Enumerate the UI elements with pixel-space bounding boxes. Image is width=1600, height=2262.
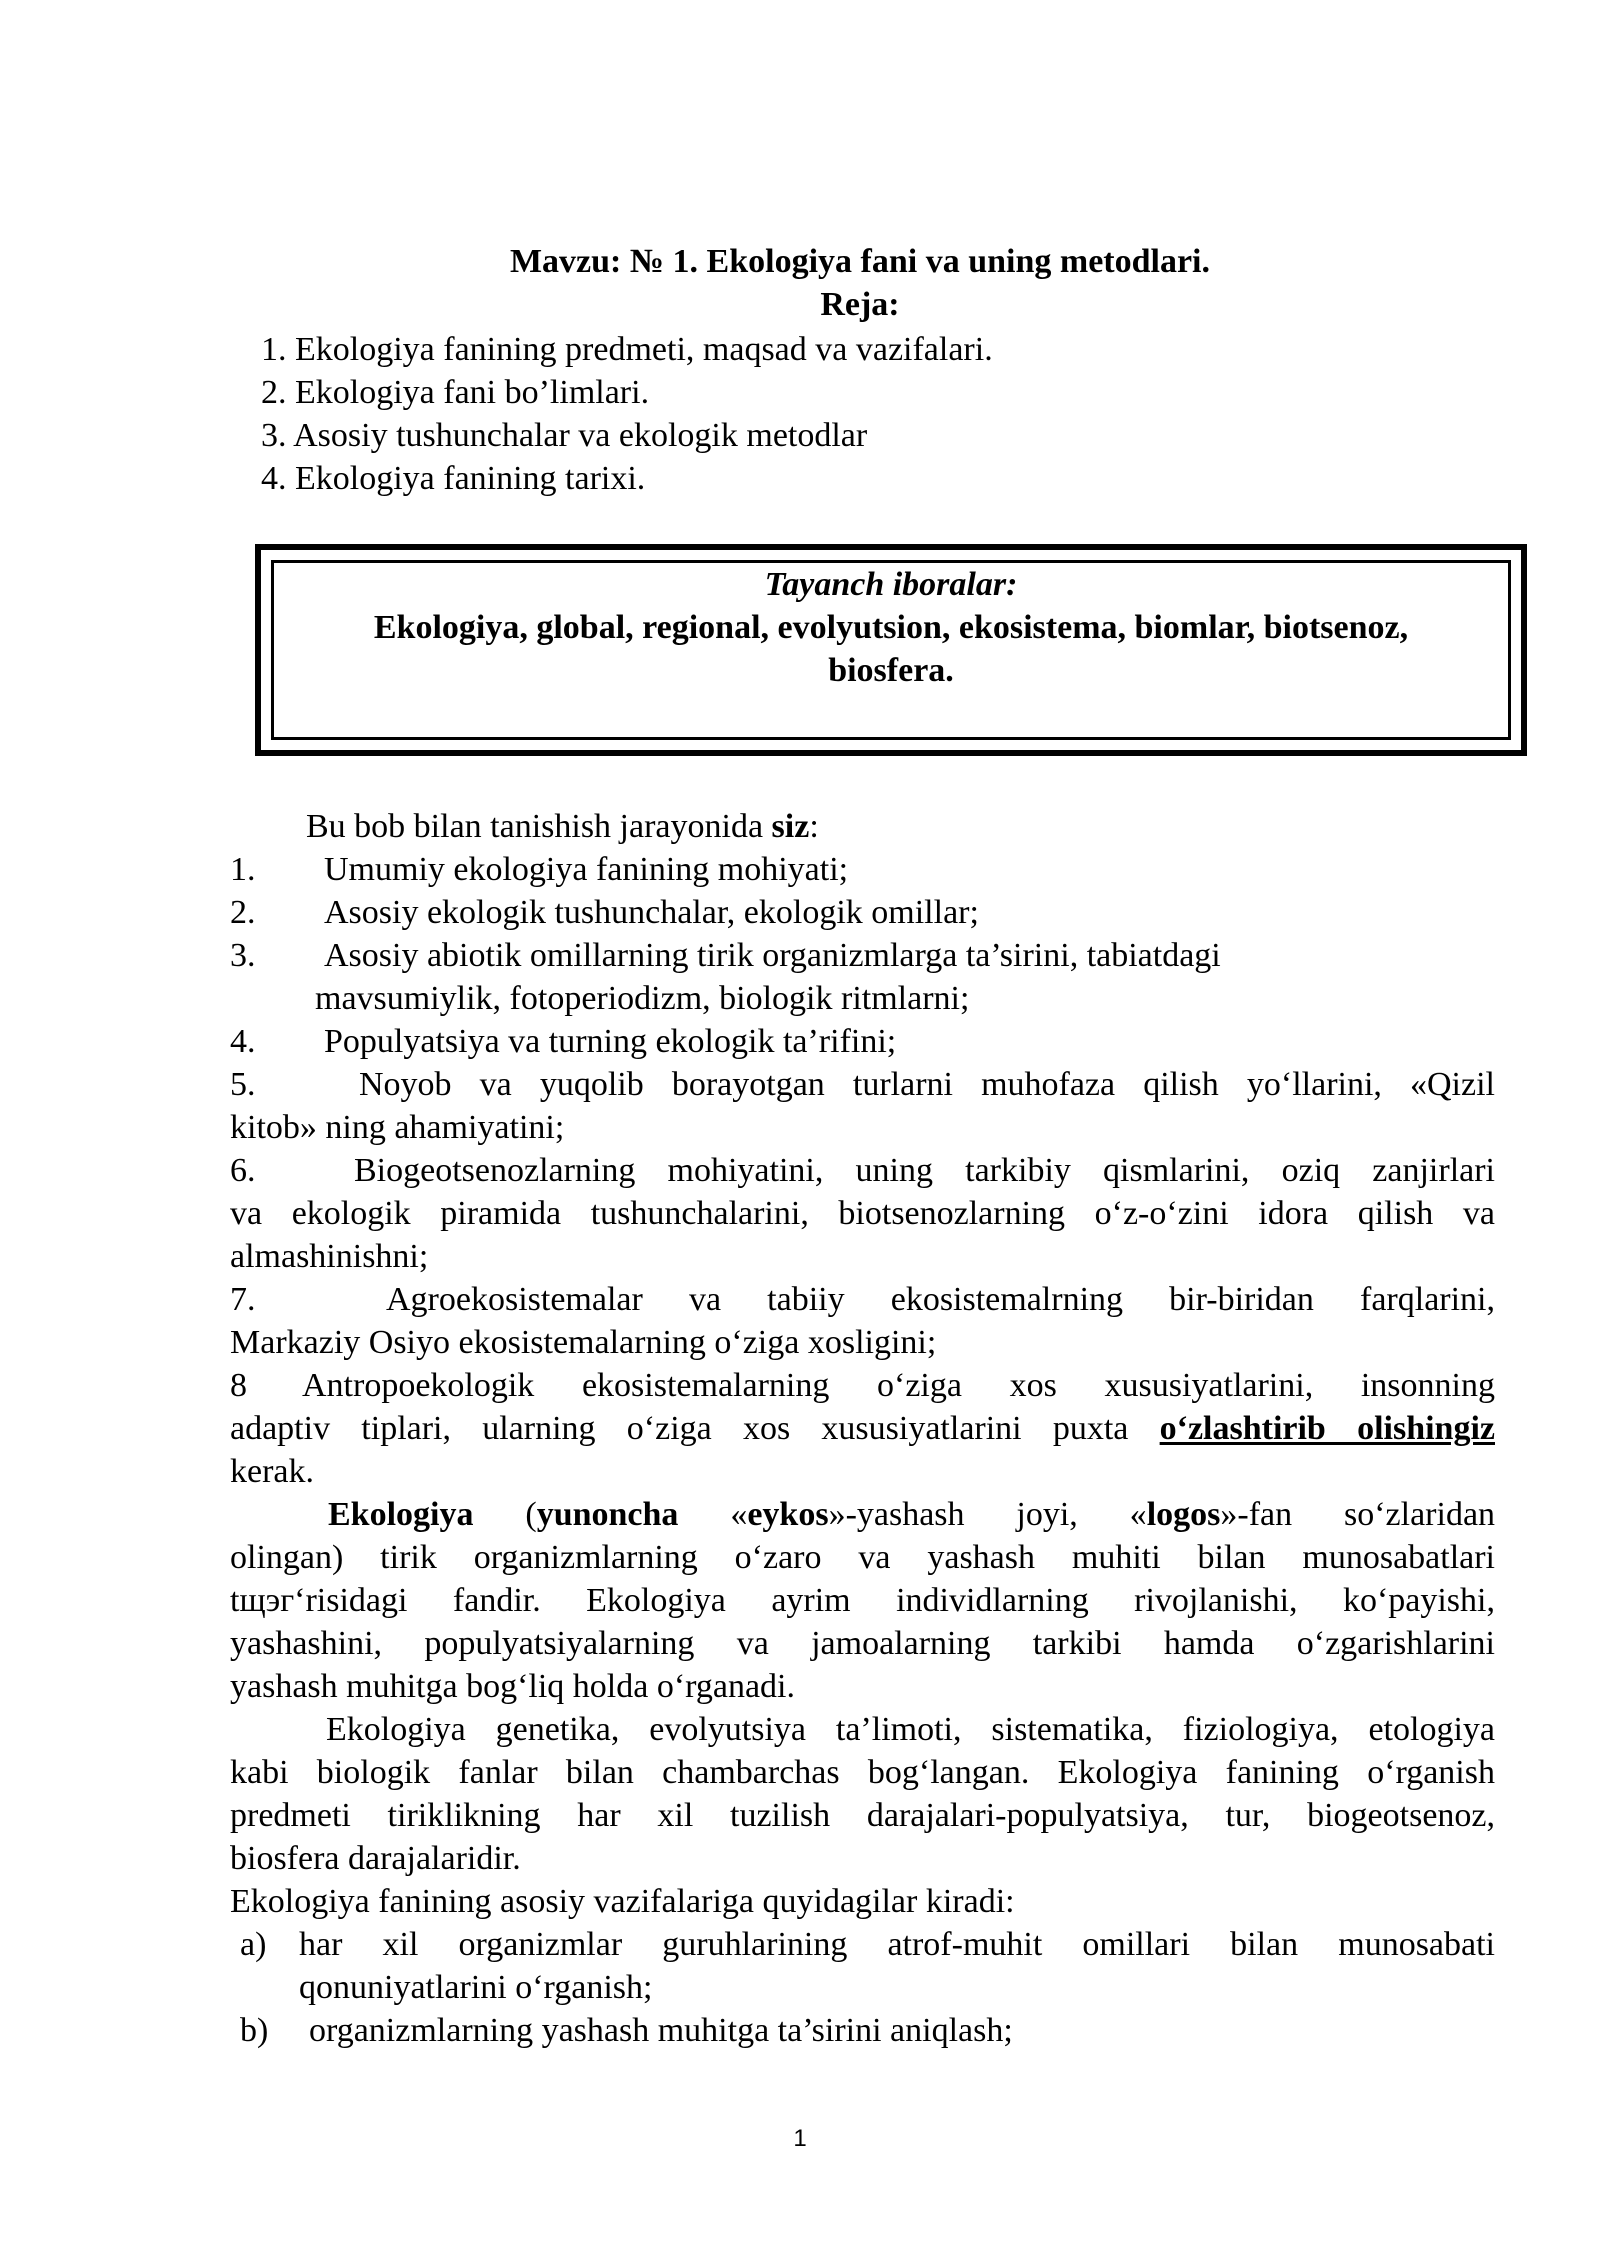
objective-text: Populyatsiya va turning ekologik ta’rifini; [324, 1023, 897, 1060]
objective-text: kitob» ning ahamiyatini; [230, 1109, 565, 1146]
intro-text: Bu bob bilan tanishish jarayonida [306, 808, 772, 845]
objective-text: Biogeotsenozlarning mohiyatini, uning tarkibiy qismlarini, oziq zanjirlari [354, 1152, 1495, 1189]
objective-number: 5. [230, 1066, 256, 1103]
plan-item: 1. Ekologiya fanining predmeti, maqsad va vazifalari. [261, 331, 993, 368]
objective-number: 7. [230, 1281, 256, 1318]
objective-text: va ekologik piramida tushunchalarini, biotsenozlarning o‘z-o‘zini idora qilish va [230, 1195, 1495, 1232]
quote-open: « [730, 1496, 748, 1533]
keywords-line: Ekologiya, global, regional, evolyutsion, ekosistema, biomlar, biotsenoz, [373, 609, 1409, 646]
term-eykos: eykos [747, 1496, 829, 1533]
task-text: har xil organizmlar guruhlarining atrof-muhit omillari bilan munosabati [299, 1926, 1495, 1963]
keywords-heading: Tayanch iboralar: [764, 566, 1018, 603]
objective-text [230, 1407, 1495, 1450]
text-part: »-fan so‘zlaridan [1220, 1496, 1496, 1533]
objective-text: Asosiy ekologik tushunchalar, ekologik omillar; [324, 894, 979, 931]
task-letter: a) [240, 1926, 267, 1963]
objective-text-part: adaptiv tiplari, ularning o‘ziga xos xususiyatlarini puxta [230, 1410, 1160, 1447]
page-title: Mavzu: № 1. Ekologiya fani va uning metodlari. [509, 243, 1211, 280]
term-logos: logos [1146, 1496, 1221, 1533]
objective-text: almashinishni; [230, 1238, 429, 1275]
paragraph-line: yashash muhitga bog‘liq holda o‘rganadi. [230, 1668, 795, 1705]
objective-text: mavsumiylik, fotoperiodizm, biologik ritmlarni; [315, 980, 970, 1017]
paren: ( [525, 1496, 537, 1533]
objective-text: Umumiy ekologiya fanining mohiyati; [324, 851, 849, 888]
intro-colon: : [809, 808, 819, 845]
objective-text: Noyob va yuqolib borayotgan turlarni muhofaza qilish yo‘llarini, «Qizil [359, 1066, 1495, 1103]
paragraph-line: kabi biologik fanlar bilan chambarchas bog‘langan. Ekologiya fanining o‘rganish [230, 1754, 1495, 1791]
paragraph-line [328, 1493, 1495, 1536]
objective-text: Agroekosistemalar va tabiiy ekosistemalrning bir-biridan farqlarini, [386, 1281, 1495, 1318]
paragraph-line: olingan) tirik organizmlarning o‘zaro va yashash muhiti bilan munosabatlari [230, 1539, 1495, 1576]
tasks-intro: Ekologiya fanining asosiy vazifalariga quyidagilar kiradi: [230, 1883, 1015, 1920]
paragraph-line: biosfera darajalaridir. [230, 1840, 521, 1877]
task-letter: b) [240, 2012, 269, 2049]
page-number: 1 [793, 2125, 807, 2152]
paragraph-line: tщэг‘risidagi fandir. Ekologiya ayrim individlarning rivojlanishi, ko‘payishi, [230, 1582, 1495, 1619]
objective-number: 6. [230, 1152, 256, 1189]
objective-text: Asosiy abiotik omillarning tirik organizmlarga ta’sirini, tabiatdagi [324, 937, 1221, 974]
intro-line [306, 805, 819, 848]
objective-number: 3. [230, 937, 256, 974]
plan-item: 2. Ekologiya fani bo’limlari. [261, 374, 650, 411]
objective-number: 2. [230, 894, 256, 931]
term-yunoncha: yunoncha [536, 1496, 679, 1533]
objective-text: kerak. [230, 1453, 315, 1490]
objective-emphasis: o‘zlashtirib olishingiz [1159, 1410, 1495, 1447]
objective-number: 1. [230, 851, 256, 888]
plan-item: 3. Asosiy tushunchalar va ekologik metodlar [261, 417, 868, 454]
paragraph-line: yashashini, populyatsiyalarning va jamoalarning tarkibi hamda o‘zgarishlarini [230, 1625, 1495, 1662]
objective-text: Markaziy Osiyo ekosistemalarning o‘ziga xosligini; [230, 1324, 937, 1361]
intro-bold: siz [771, 808, 810, 845]
plan-heading: Reja: [820, 286, 900, 323]
paragraph-line: predmeti tiriklikning har xil tuzilish darajalari-populyatsiya, tur, biogeotsenoz, [230, 1797, 1495, 1834]
objective-number: 4. [230, 1023, 256, 1060]
term-ekologiya: Ekologiya [328, 1496, 474, 1533]
objective-text: Antropoekologik ekosistemalarning o‘ziga xos xususiyatlarini, insonning [302, 1367, 1495, 1404]
text-part: »-yashash joyi, « [828, 1496, 1147, 1533]
paragraph-line: Ekologiya genetika, evolyutsiya ta’limoti, sistematika, fiziologiya, etologiya [326, 1711, 1495, 1748]
plan-item: 4. Ekologiya fanining tarixi. [261, 460, 646, 497]
task-text: organizmlarning yashash muhitga ta’sirini aniqlash; [309, 2012, 1013, 2049]
objective-number: 8 [230, 1367, 247, 1404]
task-text: qonuniyatlarini o‘rganish; [299, 1969, 653, 2006]
keywords-line: biosfera. [828, 652, 954, 689]
